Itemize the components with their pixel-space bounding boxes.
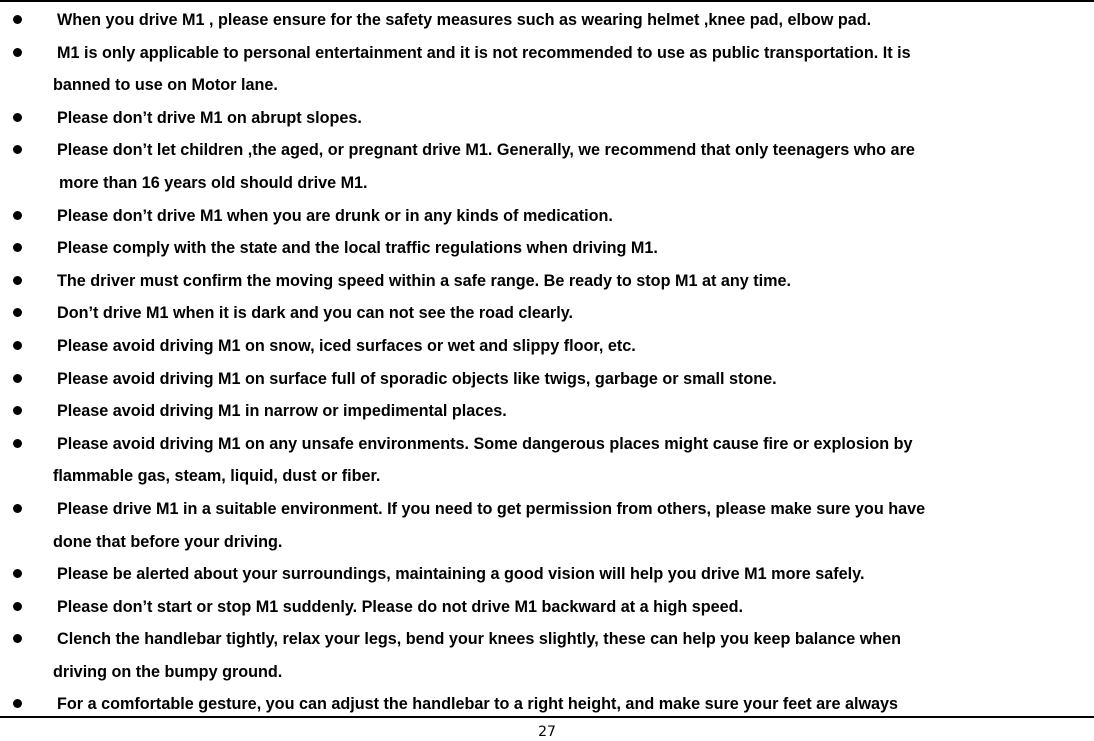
bullet-item-text: Clench the handlebar tightly, relax your legs, bend your knees slightly, these can help you keep balance when — [57, 630, 902, 649]
bullet-item-text: Please don’t drive M1 when you are drunk or in any kinds of medication. — [57, 206, 613, 225]
bullet-dot-icon — [13, 406, 22, 415]
bullet-item — [0, 134, 1094, 199]
bullet-item — [0, 330, 1094, 363]
bullet-item-continuation: banned to use on Motor lane. — [53, 76, 278, 95]
bullet-item-text: Please avoid driving M1 on any unsafe environments. Some dangerous places might cause fire or explosion by — [57, 434, 913, 453]
bullet-dot-icon — [13, 341, 22, 350]
bullet-item-continuation: more than 16 years old should drive M1. — [59, 173, 368, 192]
bullet-item — [0, 428, 1094, 493]
bullet-item — [0, 232, 1094, 265]
bullet-item — [0, 591, 1094, 624]
bullet-item-text: For a comfortable gesture, you can adjust the handlebar to a right height, and make sure your feet are always — [57, 695, 899, 714]
bullet-item-text: Please comply with the state and the local traffic regulations when driving M1. — [57, 239, 658, 258]
bullet-item-text: Please don’t start or stop M1 suddenly. Please do not drive M1 backward at a high speed. — [57, 597, 744, 616]
bullet-item — [0, 493, 1094, 558]
bullet-item-text: Please drive M1 in a suitable environment. If you need to get permission from others, please make sure you have — [57, 499, 926, 518]
bullet-dot-icon — [13, 569, 22, 578]
bullet-item-text: Please avoid driving M1 on snow, iced surfaces or wet and slippy floor, etc. — [57, 336, 636, 355]
bullet-item — [0, 37, 1094, 102]
bullet-dot-icon — [13, 243, 22, 252]
bullet-item-text: Please avoid driving M1 on surface full of sporadic objects like twigs, garbage or small stone. — [57, 369, 777, 388]
bullet-item — [0, 200, 1094, 233]
bullet-item — [0, 623, 1094, 688]
bullet-item — [0, 395, 1094, 428]
bullet-dot-icon — [13, 634, 22, 643]
bullet-item-continuation: done that before your driving. — [53, 532, 283, 551]
bullet-item-text: Please don’t let children ,the aged, or pregnant drive M1. Generally, we recommend that only teenagers who are — [57, 141, 915, 160]
bottom-rule — [0, 716, 1094, 718]
safety-bullet-list — [0, 4, 1094, 721]
bullet-item — [0, 363, 1094, 396]
bullet-dot-icon — [13, 602, 22, 611]
bullet-item — [0, 558, 1094, 591]
bullet-dot-icon — [13, 15, 22, 24]
bullet-dot-icon — [13, 699, 22, 708]
bullet-item-text: The driver must confirm the moving speed within a safe range. Be ready to stop M1 at any time. — [57, 271, 792, 290]
bullet-dot-icon — [13, 504, 22, 513]
bullet-item-continuation: flammable gas, steam, liquid, dust or fiber. — [53, 467, 381, 486]
bullet-item — [0, 265, 1094, 298]
bullet-dot-icon — [13, 374, 22, 383]
bullet-dot-icon — [13, 308, 22, 317]
bullet-item-text: M1 is only applicable to personal entertainment and it is not recommended to use as public transportation. It is — [57, 43, 911, 62]
bullet-item-continuation: driving on the bumpy ground. — [53, 662, 283, 681]
bullet-dot-icon — [13, 48, 22, 57]
bullet-item-text: Please avoid driving M1 in narrow or impedimental places. — [57, 402, 507, 421]
bullet-dot-icon — [13, 113, 22, 122]
bullet-item — [0, 4, 1094, 37]
bullet-dot-icon — [13, 211, 22, 220]
bullet-item — [0, 102, 1094, 135]
bullet-item-text: Please don’t drive M1 on abrupt slopes. — [57, 108, 362, 127]
page-number: 27 — [538, 724, 556, 740]
bullet-item-text: When you drive M1 , please ensure for the safety measures such as wearing helmet ,knee pad, elbow pad. — [57, 11, 872, 29]
bullet-dot-icon — [13, 439, 22, 448]
bullet-item-text: Please be alerted about your surroundings, maintaining a good vision will help you drive M1 more safely. — [57, 565, 865, 584]
bullet-item — [0, 297, 1094, 330]
top-rule — [0, 0, 1094, 2]
bullet-item-text: Don’t drive M1 when it is dark and you can not see the road clearly. — [57, 304, 574, 323]
bullet-dot-icon — [13, 276, 22, 285]
bullet-dot-icon — [13, 145, 22, 154]
